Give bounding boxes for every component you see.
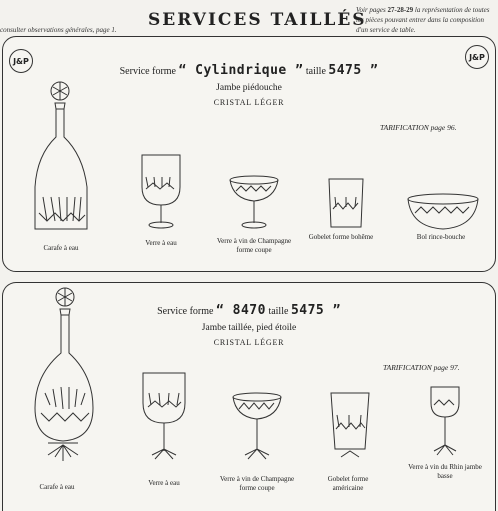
tarification-note: TARIFICATION page 96. [380,123,457,132]
caption-water-glass: Verre à eau [148,479,180,487]
finger-bowl-drawing [408,194,478,229]
caption-tumbler: Gobelet forme bohême [308,233,374,241]
caption-champagne-coupe: Verre à vin de Champagne forme coupe [219,475,295,492]
water-glass-drawing [143,373,185,459]
maker-seal-icon: J&P [9,49,33,73]
tumbler-drawing [329,179,363,227]
service-panel-cylindrique [2,36,496,272]
caption-finger-bowl: Bol rince-bouche [416,233,466,241]
champagne-coupe-drawing [230,176,278,228]
header-left-note: consulter observations générales, page 1. [0,26,117,34]
header-right-note: Voir pages 27-28-29 la représentation de toutes les pièces pouvant entrer dans la composition d'un service de table. [356,6,490,34]
service-stem-type: Jambe piédouche [216,83,282,93]
service-panel-8470 [2,282,496,511]
page-title: SERVICES TAILLÉS [148,10,367,30]
caption-carafe: Carafe à eau [39,483,75,491]
service-heading: Service forme “ Cylindrique ” taille 5475 ” [119,63,379,78]
caption-carafe: Carafe à eau [43,244,79,252]
service-stem-type: Jambe taillée, pied étoile [201,323,297,333]
maker-seal-icon: J&P [465,45,489,69]
water-glass-drawing [142,155,180,228]
tarification-note: TARIFICATION page 97. [383,363,460,372]
carafe-drawing [35,288,93,461]
caption-tumbler: Gobelet forme américaine [327,475,369,492]
rhine-wine-glass-drawing [431,387,459,455]
champagne-coupe-drawing [233,393,281,459]
tumbler-drawing [331,393,369,457]
service-crystal-type: CRISTAL LÉGER [213,98,285,107]
caption-champagne-coupe: Verre à vin de Champagne forme coupe [216,237,292,254]
service-heading: Service forme “ 8470 taille 5475 ” [157,303,341,318]
service-crystal-type: CRISTAL LÉGER [213,338,285,347]
carafe-drawing [35,82,87,229]
caption-water-glass: Verre à eau [145,239,177,247]
caption-rhine-wine-glass: Verre à vin du Rhin jambe basse [408,463,482,480]
